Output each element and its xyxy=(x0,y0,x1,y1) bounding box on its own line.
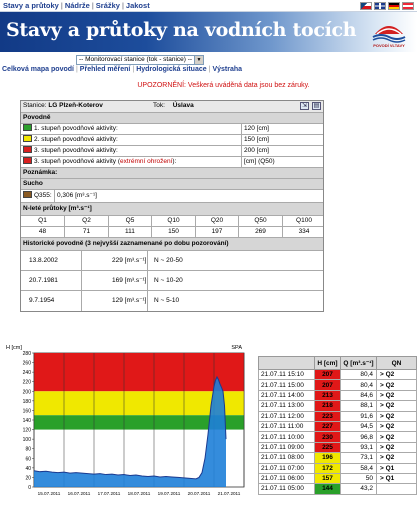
station-cell xyxy=(21,101,151,112)
y-tick-label: 160 xyxy=(22,408,31,415)
row-time: 21.07.11 07:00 xyxy=(259,463,315,473)
row-qn: > Q1 xyxy=(377,473,417,483)
extreme-threat-text: extrémní ohrožení xyxy=(120,158,173,165)
menu-item-srazky[interactable]: Srážky xyxy=(95,1,120,10)
table-row xyxy=(259,453,417,463)
row-time: 21.07.11 11:00 xyxy=(259,421,315,431)
station-row xyxy=(21,101,323,113)
historical-flood-row xyxy=(21,291,323,311)
austria-flag-icon[interactable] xyxy=(402,2,414,10)
row-time: 21.07.11 05:00 xyxy=(259,484,315,494)
row-level: 223 xyxy=(315,411,341,421)
col-time xyxy=(259,357,315,370)
nyear-value: 150 xyxy=(151,227,195,237)
flood-level-row xyxy=(21,146,323,157)
row-time: 21.07.11 15:10 xyxy=(259,370,315,380)
povodi-vltavy-logo[interactable] xyxy=(369,16,409,50)
row-qn: > Q2 xyxy=(377,390,417,400)
historical-flood-row xyxy=(21,271,323,291)
flood-level-label: 3. stupeň povodňové aktivity ( xyxy=(34,158,120,165)
hist-q: 229 [m³.s⁻¹] xyxy=(81,251,147,270)
menu-item-jakost[interactable]: Jakost xyxy=(125,1,150,10)
yellow-swatch xyxy=(23,135,32,142)
measurement-table xyxy=(258,356,417,495)
row-level: 213 xyxy=(315,390,341,400)
hist-date: 13.8.2002 xyxy=(29,257,58,264)
historical-floods-header: Historické povodně (3 nejvyšší zaznamenané po dobu pozorování) xyxy=(21,238,323,251)
flood-level-label: 2. stupeň povodňové aktivity: xyxy=(34,136,118,143)
station-select[interactable] xyxy=(76,55,204,65)
y-tick-label: 0 xyxy=(28,485,31,491)
row-level: 230 xyxy=(315,432,341,442)
menu-item-stavy[interactable]: Stavy a průtoky xyxy=(3,1,59,10)
language-flags xyxy=(360,2,414,10)
row-time: 21.07.11 06:00 xyxy=(259,473,315,483)
row-discharge: 93,1 xyxy=(341,442,377,452)
nyear-label: Q20 xyxy=(195,216,238,226)
y-tick-label: 60 xyxy=(25,456,31,463)
row-level: 207 xyxy=(315,370,341,380)
col-h: H [cm] xyxy=(315,357,341,370)
row-time: 21.07.11 08:00 xyxy=(259,453,315,463)
flood-level-row xyxy=(21,124,323,135)
station-select-value: -- Monitorovací stanice (tok - stanice) -- xyxy=(79,56,193,63)
y-tick-label: 180 xyxy=(22,398,31,405)
hist-date: 20.7.1981 xyxy=(29,277,58,284)
row-level: 144 xyxy=(315,484,341,494)
nyear-label: Q1 xyxy=(38,217,47,224)
y-tick-label: 80 xyxy=(25,446,31,453)
nav-links xyxy=(2,66,242,73)
flood-level-label-cell xyxy=(21,146,241,156)
brown-swatch xyxy=(23,191,32,198)
river-cell xyxy=(151,101,271,112)
row-level: 157 xyxy=(315,473,341,483)
wave-logo-icon xyxy=(369,16,409,44)
row-time: 21.07.11 09:00 xyxy=(259,442,315,452)
station-select-bar xyxy=(0,52,417,66)
drought-label-cell xyxy=(21,190,53,202)
col-q: Q [m³.s⁻¹] xyxy=(341,357,377,370)
flood-level-label-cell xyxy=(21,124,241,134)
nyear-values-row xyxy=(21,227,323,238)
nyear-value: 48 xyxy=(38,228,47,235)
river-name: Úslava xyxy=(172,102,194,109)
page-title: Stavy a průtoky na vodních tocích xyxy=(6,19,357,41)
flood-level-row xyxy=(21,135,323,146)
row-qn: > Q1 xyxy=(377,463,417,473)
menu-separator: | xyxy=(91,1,94,10)
row-qn: > Q2 xyxy=(377,370,417,380)
nyear-value: 269 xyxy=(238,227,282,237)
logo-text: POVODÍ VLTAVY xyxy=(373,43,405,48)
row-discharge: 50 xyxy=(341,473,377,483)
header-banner xyxy=(0,12,417,52)
row-time: 21.07.11 13:00 xyxy=(259,401,315,411)
row-qn: > Q2 xyxy=(377,442,417,452)
row-discharge: 58,4 xyxy=(341,463,377,473)
row-time: 21.07.11 12:00 xyxy=(259,411,315,421)
drought-row xyxy=(21,190,323,203)
y-tick-label: 20 xyxy=(25,475,31,482)
link-measurement-overview[interactable]: Přehled měření xyxy=(79,66,131,73)
y-tick-label: 240 xyxy=(22,370,31,377)
table-row xyxy=(259,390,417,400)
drought-value: 0,306 [m³.s⁻¹] xyxy=(54,190,134,202)
station-info-table xyxy=(20,100,324,312)
flood-level-label-cell xyxy=(21,157,241,167)
flood-level-row xyxy=(21,157,323,168)
x-tick-label: 16.07.2011 xyxy=(67,491,91,496)
hist-n: N ~ 20-50 xyxy=(147,251,247,270)
top-menu xyxy=(0,0,417,12)
table-row xyxy=(259,370,417,380)
x-tick-label: 18.07.2011 xyxy=(127,491,151,496)
flood-level-label-end: ): xyxy=(172,158,177,165)
nyear-header: N-leté průtoky [m³.s⁻¹] xyxy=(21,203,323,216)
row-level: 207 xyxy=(315,380,341,390)
y-tick-label: 280 xyxy=(22,351,31,357)
flood-level-label: 3. stupeň povodňové aktivity: xyxy=(34,147,118,154)
row-level: 218 xyxy=(315,401,341,411)
link-separator: | xyxy=(208,66,211,73)
y-axis-label: H [cm] xyxy=(6,345,22,351)
table-row xyxy=(259,421,417,431)
row-discharge: 73,1 xyxy=(341,453,377,463)
table-row xyxy=(259,401,417,411)
nyear-label: Q100 xyxy=(282,216,325,226)
row-qn: > Q2 xyxy=(377,432,417,442)
station-name: LG Plzeň-Koterov xyxy=(48,102,103,109)
hist-q: 169 [m³.s⁻¹] xyxy=(81,271,147,290)
row-qn: > Q2 xyxy=(377,411,417,421)
legend-label: SPA xyxy=(231,345,242,351)
x-tick-label: 17.07.2011 xyxy=(97,491,121,496)
y-tick-label: 120 xyxy=(22,427,31,434)
x-tick-label: 15.07.2011 xyxy=(37,491,61,496)
row-level: 225 xyxy=(315,442,341,452)
table-row xyxy=(259,411,417,421)
menu-separator: | xyxy=(121,1,124,10)
table-row xyxy=(259,442,417,452)
nyear-value: 197 xyxy=(195,227,238,237)
x-tick-label: 21.07.2011 xyxy=(217,491,241,496)
row-discharge: 96,8 xyxy=(341,432,377,442)
nyear-labels-row xyxy=(21,216,323,227)
row-discharge: 43,2 xyxy=(341,484,377,494)
hist-n: N ~ 5-10 xyxy=(147,291,247,311)
link-warning[interactable]: Výstraha xyxy=(212,66,243,73)
uk-flag-icon[interactable] xyxy=(374,2,386,10)
link-separator: | xyxy=(75,66,78,73)
nyear-label: Q2 xyxy=(64,216,108,226)
hist-n: N ~ 10-20 xyxy=(147,271,247,290)
flood-level-label: 1. stupeň povodňové aktivity: xyxy=(34,125,118,132)
dropdown-arrow-icon[interactable]: ▼ xyxy=(194,56,203,64)
link-overview-map[interactable]: Celková mapa povodí xyxy=(2,66,74,73)
y-tick-label: 220 xyxy=(22,379,31,386)
row-level: 172 xyxy=(315,463,341,473)
top-menu-items xyxy=(3,1,150,10)
drought-header: Sucho xyxy=(21,179,323,190)
hist-date: 9.7.1954 xyxy=(29,297,55,304)
station-label: Stanice: xyxy=(23,102,47,109)
y-tick-label: 40 xyxy=(25,465,31,472)
table-row xyxy=(259,473,417,483)
warning-text: UPOZORNĚNÍ: Veškerá uváděná data jsou bez záruky. xyxy=(137,82,310,89)
hist-q: 129 [m³.s⁻¹] xyxy=(81,291,147,311)
row-qn: > Q2 xyxy=(377,401,417,411)
col-qn: QN xyxy=(377,357,417,370)
row-discharge: 80,4 xyxy=(341,380,377,390)
nyear-label: Q50 xyxy=(238,216,282,226)
historical-flood-row xyxy=(21,251,323,271)
flood-level-value: [cm] (Q50) xyxy=(241,157,325,167)
row-discharge: 84,6 xyxy=(341,390,377,400)
water-level-chart xyxy=(4,341,252,507)
x-tick-label: 19.07.2011 xyxy=(157,491,181,496)
green-swatch xyxy=(23,124,32,131)
export-icon[interactable]: ⇲ xyxy=(301,103,308,109)
flood-band xyxy=(34,353,244,391)
print-icon[interactable]: ▤ xyxy=(313,103,320,109)
row-time: 21.07.11 15:00 xyxy=(259,380,315,390)
row-level: 227 xyxy=(315,421,341,431)
table-row xyxy=(259,432,417,442)
nyear-value: 71 xyxy=(64,227,108,237)
red-swatch xyxy=(23,146,32,153)
table-row xyxy=(259,380,417,390)
y-tick-label: 140 xyxy=(22,418,31,424)
y-tick-label: 100 xyxy=(22,437,31,444)
row-discharge: 80,4 xyxy=(341,370,377,380)
row-discharge: 88,1 xyxy=(341,401,377,411)
row-qn: > Q2 xyxy=(377,421,417,431)
drought-label: Q355: xyxy=(34,192,52,199)
link-separator: | xyxy=(132,66,135,73)
link-hydrological-situation[interactable]: Hydrologická situace xyxy=(136,66,207,73)
german-flag-icon[interactable] xyxy=(388,2,400,10)
note-header: Poznámka: xyxy=(21,168,323,179)
row-qn: > Q2 xyxy=(377,453,417,463)
menu-separator: | xyxy=(60,1,63,10)
x-tick-label: 20.07.2011 xyxy=(187,491,211,496)
row-time: 21.07.11 14:00 xyxy=(259,390,315,400)
table-row xyxy=(259,484,417,494)
nyear-value: 334 xyxy=(282,227,325,237)
row-qn: > Q2 xyxy=(377,380,417,390)
red-swatch xyxy=(23,157,32,164)
flood-level-value: 150 [cm] xyxy=(241,135,325,145)
row-discharge: 91,6 xyxy=(341,411,377,421)
flood-level-label-cell xyxy=(21,135,241,145)
flood-level-value: 200 [cm] xyxy=(241,146,325,156)
table-header-row xyxy=(259,357,417,370)
nyear-label: Q10 xyxy=(151,216,195,226)
table-row xyxy=(259,463,417,473)
row-time: 21.07.11 10:00 xyxy=(259,432,315,442)
river-label: Tok: xyxy=(153,102,165,109)
y-tick-label: 200 xyxy=(22,389,31,396)
flood-level-value: 120 [cm] xyxy=(241,124,325,134)
floods-header: Povodně xyxy=(21,113,323,124)
row-level: 196 xyxy=(315,453,341,463)
row-discharge: 94,5 xyxy=(341,421,377,431)
menu-item-nadrze[interactable]: Nádrže xyxy=(64,1,90,10)
nyear-value: 111 xyxy=(108,227,151,237)
czech-flag-icon[interactable] xyxy=(360,2,372,10)
nyear-label: Q5 xyxy=(108,216,151,226)
row-qn xyxy=(377,484,417,494)
y-tick-label: 260 xyxy=(22,360,31,367)
